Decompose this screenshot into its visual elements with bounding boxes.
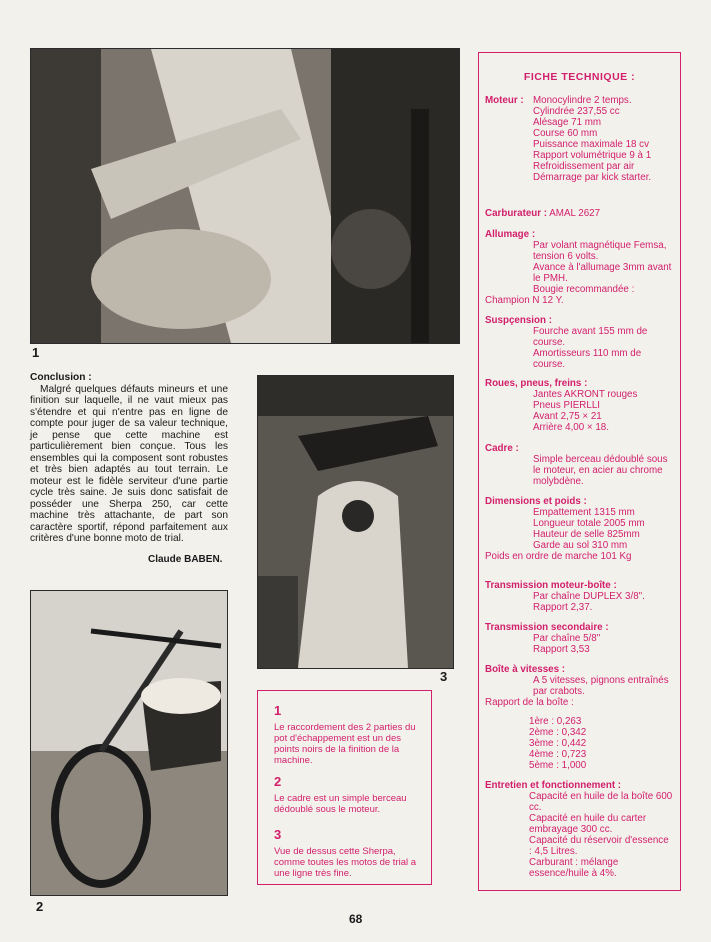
conclusion-body: Malgré quelques défauts mineurs et une finition sur laquelle, il ne vaut mieux pas s'étendre et qui n'entre pas en ligne de compte pour juger de sa valeur technique, je pense que cette machine est particulièrement bien conçue. Tous les ensembles qui la composent sont robustes et très bien adaptés au tout terrain. Le moteur est le fidèle serviteur d'une partie cycle très saine. Je suis donc satisfait de posséder une Sherpa 250, car cette machine très attachante, de part son caractère sportif, répond parfaitement aux critères d'une bonne moto de trial. bbox=[30, 383, 228, 544]
spec-boite-rapport: Rapport de la boîte : bbox=[485, 697, 574, 708]
spec-line: Cylindrée 237,55 cc bbox=[533, 106, 620, 117]
spec-line: Alésage 71 mm bbox=[533, 117, 602, 128]
caption-number-3: 3 bbox=[274, 827, 282, 842]
photo-engine-closeup bbox=[30, 48, 460, 344]
spec-gear: 3ème : 0,442 bbox=[529, 738, 587, 749]
spec-moteur bbox=[485, 95, 674, 183]
caption-text-3: Vue de dessus cette Sherpa, comme toutes les motos de trial a une ligne très fine. bbox=[274, 846, 417, 879]
spec-carburateur bbox=[485, 208, 674, 219]
spec-line: Avant 2,75 × 21 bbox=[533, 411, 602, 422]
spec-roues bbox=[485, 378, 674, 433]
spec-line: Par volant magnétique Femsa, tension 6 volts. bbox=[533, 240, 667, 262]
spec-allumage bbox=[485, 229, 674, 306]
spec-line: Empattement 1315 mm bbox=[533, 507, 635, 518]
spec-line: Capacité en huile du carter embrayage 300 cc. bbox=[529, 813, 647, 835]
technical-sheet-title: FICHE TECHNIQUE : bbox=[523, 71, 636, 83]
photo-fuel-tank-top bbox=[257, 375, 454, 669]
spec-cadre bbox=[485, 443, 674, 487]
page-number: 68 bbox=[349, 912, 363, 926]
spec-line: Arrière 4,00 × 18. bbox=[533, 422, 609, 433]
spec-line: Par chaîne 5/8" bbox=[533, 633, 601, 644]
spec-line: Simple berceau dédoublé sous le moteur, en acier au chrome molybdène. bbox=[533, 454, 668, 487]
spec-moteur-label: Moteur : bbox=[485, 95, 524, 106]
spec-line: Rapport 2,37. bbox=[533, 602, 593, 613]
spec-transmission-secondaire bbox=[485, 622, 674, 655]
spec-line: Longueur totale 2005 mm bbox=[533, 518, 645, 529]
spec-line: Démarrage par kick starter. bbox=[533, 172, 652, 183]
spec-roues-label: Roues, pneus, freins : bbox=[485, 378, 588, 389]
spec-line: Rapport volumétrique 9 à 1 bbox=[533, 150, 652, 161]
conclusion-article bbox=[30, 372, 228, 545]
spec-line: Carburant : mélange essence/huile à 4%. bbox=[529, 857, 619, 879]
spec-suspension bbox=[485, 315, 674, 370]
figure-number-3: 3 bbox=[440, 669, 448, 684]
spec-carburateur-label: Carburateur : bbox=[485, 208, 548, 219]
caption-number-1: 1 bbox=[274, 703, 282, 718]
spec-line: Garde au sol 310 mm bbox=[533, 540, 628, 551]
spec-transmission-moteur-boite bbox=[485, 580, 674, 613]
spec-line: Jantes AKRONT rouges bbox=[533, 389, 638, 400]
spec-line: Puissance maximale 18 cv bbox=[533, 139, 649, 150]
spec-line: Par chaîne DUPLEX 3/8". bbox=[533, 591, 645, 602]
spec-line: Monocylindre 2 temps. bbox=[533, 95, 632, 106]
spec-gear: 1ère : 0,263 bbox=[529, 716, 582, 727]
spec-line: Course 60 mm bbox=[533, 128, 598, 139]
spec-line: Pneus PIERLLI bbox=[533, 400, 600, 411]
spec-line: Capacité du réservoir d'essence : 4,5 Litres. bbox=[529, 835, 669, 857]
spec-gear: 2ème : 0,342 bbox=[529, 727, 587, 738]
spec-cadre-label: Cadre : bbox=[485, 443, 519, 454]
spec-line: Bougie recommandée : bbox=[533, 284, 635, 295]
spec-entretien-label: Entretien et fonctionnement : bbox=[485, 780, 622, 791]
spec-line: Rapport 3,53 bbox=[533, 644, 590, 655]
spec-line: Champion N 12 Y. bbox=[485, 295, 564, 306]
spec-line: Amortisseurs 110 mm de course. bbox=[533, 348, 642, 370]
spec-transmission-sec-label: Transmission secondaire : bbox=[485, 622, 609, 633]
spec-line: Hauteur de selle 825mm bbox=[533, 529, 640, 540]
spec-gear: 5ème : 1,000 bbox=[529, 760, 587, 771]
photo-motorcycle-front bbox=[30, 590, 228, 896]
spec-line: Fourche avant 155 mm de course. bbox=[533, 326, 648, 348]
spec-boite-label: Boîte à vitesses : bbox=[485, 664, 566, 675]
technical-sheet bbox=[478, 52, 681, 891]
spec-line: Refroidissement par air bbox=[533, 161, 635, 172]
spec-carburateur-value: AMAL 2627 bbox=[549, 208, 601, 219]
figure-number-1: 1 bbox=[32, 345, 40, 360]
spec-gear: 4ème : 0,723 bbox=[529, 749, 587, 760]
caption-text-2: Le cadre est un simple berceau dédoublé sous le moteur. bbox=[274, 793, 407, 815]
spec-line: Avance à l'allumage 3mm avant le PMH. bbox=[533, 262, 672, 284]
spec-transmission-mb-label: Transmission moteur-boîte : bbox=[485, 580, 617, 591]
caption-number-2: 2 bbox=[274, 774, 282, 789]
conclusion-heading: Conclusion : bbox=[30, 372, 92, 383]
spec-suspension-label: Suspçension : bbox=[485, 315, 552, 326]
figure-number-2: 2 bbox=[36, 899, 44, 914]
spec-dimensions-label: Dimensions et poids : bbox=[485, 496, 587, 507]
spec-line: Capacité en huile de la boîte 600 cc. bbox=[529, 791, 673, 813]
spec-allumage-label: Allumage : bbox=[485, 229, 536, 240]
caption-text-1: Le raccordement des 2 parties du pot d'échappement est un des points noirs de la finition de la machine. bbox=[274, 722, 416, 766]
spec-boite bbox=[485, 664, 674, 771]
captions-box bbox=[257, 690, 432, 885]
spec-entretien bbox=[485, 780, 674, 879]
spec-line: A 5 vitesses, pignons entraînés par crabots. bbox=[533, 675, 669, 697]
author-signature: Claude BABEN. bbox=[148, 554, 223, 565]
spec-line: Poids en ordre de marche 101 Kg bbox=[485, 551, 632, 562]
spec-dimensions bbox=[485, 496, 674, 562]
